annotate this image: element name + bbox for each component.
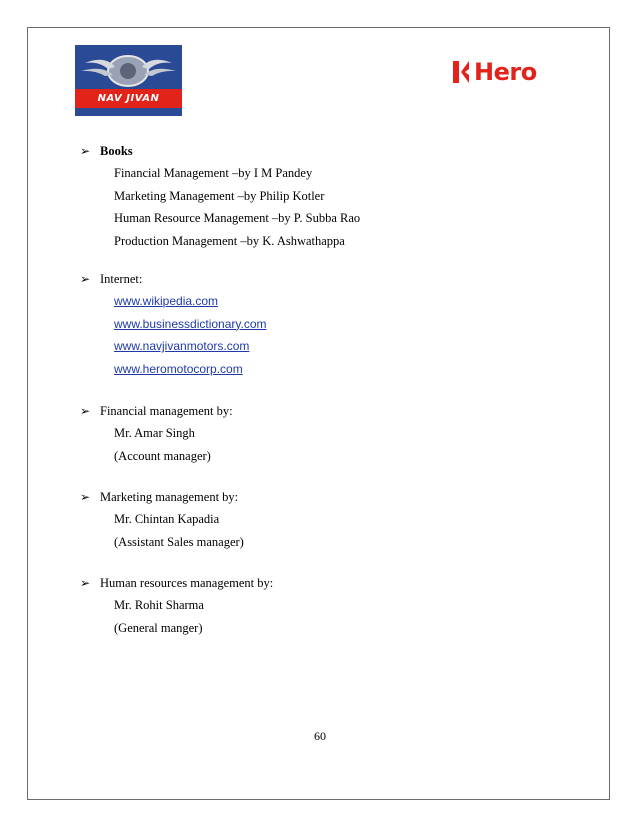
marketing-person-name: Mr. Chintan Kapadia [114, 512, 220, 526]
books-heading-row [80, 140, 360, 162]
hr-person-name: Mr. Rohit Sharma [114, 598, 204, 612]
financial-section [80, 400, 233, 467]
hr-person-role: (General manger) [114, 620, 203, 635]
book-item: Human Resource Management –by P. Subba Rao [114, 211, 361, 225]
books-section [80, 140, 360, 252]
hr-heading-row [80, 572, 273, 594]
financial-person-name: Mr. Amar Singh [114, 426, 195, 440]
navjivan-logo-text: NAV JIVAN [97, 93, 160, 104]
marketing-section [80, 486, 244, 553]
hero-logo-text: Hero [474, 58, 537, 86]
book-item: Financial Management –by I M Pandey [114, 166, 313, 180]
link-wikipedia[interactable]: www.wikipedia.com [114, 294, 219, 308]
navjivan-logo [75, 45, 182, 116]
page-number: 60 [314, 729, 326, 743]
link-businessdictionary[interactable]: www.businessdictionary.com [114, 316, 267, 331]
arrow-bullet-icon: ➢ [80, 576, 91, 590]
link-heromotocorp[interactable]: www.heromotocorp.com [114, 361, 243, 376]
financial-heading-row [80, 400, 233, 422]
arrow-bullet-icon: ➢ [80, 490, 91, 504]
marketing-heading-row [80, 486, 244, 508]
internet-heading-row [80, 268, 267, 290]
hero-logo-icon [451, 59, 471, 85]
books-heading: Books [100, 143, 133, 158]
marketing-heading: Marketing management by: [100, 489, 239, 504]
arrow-bullet-icon: ➢ [80, 272, 91, 286]
arrow-bullet-icon: ➢ [80, 144, 91, 158]
book-item: Marketing Management –by Philip Kotler [114, 188, 325, 203]
hr-heading: Human resources management by: [100, 575, 274, 590]
hr-section [80, 572, 273, 639]
arrow-bullet-icon: ➢ [80, 404, 91, 418]
internet-section [80, 268, 267, 380]
internet-heading: Internet: [100, 271, 143, 286]
financial-person-role: (Account manager) [114, 448, 211, 463]
financial-heading: Financial management by: [100, 403, 233, 418]
navjivan-emblem-icon [75, 45, 182, 90]
book-item: Production Management –by K. Ashwathappa [114, 233, 345, 248]
marketing-person-role: (Assistant Sales manager) [114, 534, 244, 549]
link-navjivanmotors[interactable]: www.navjivanmotors.com [114, 339, 250, 353]
